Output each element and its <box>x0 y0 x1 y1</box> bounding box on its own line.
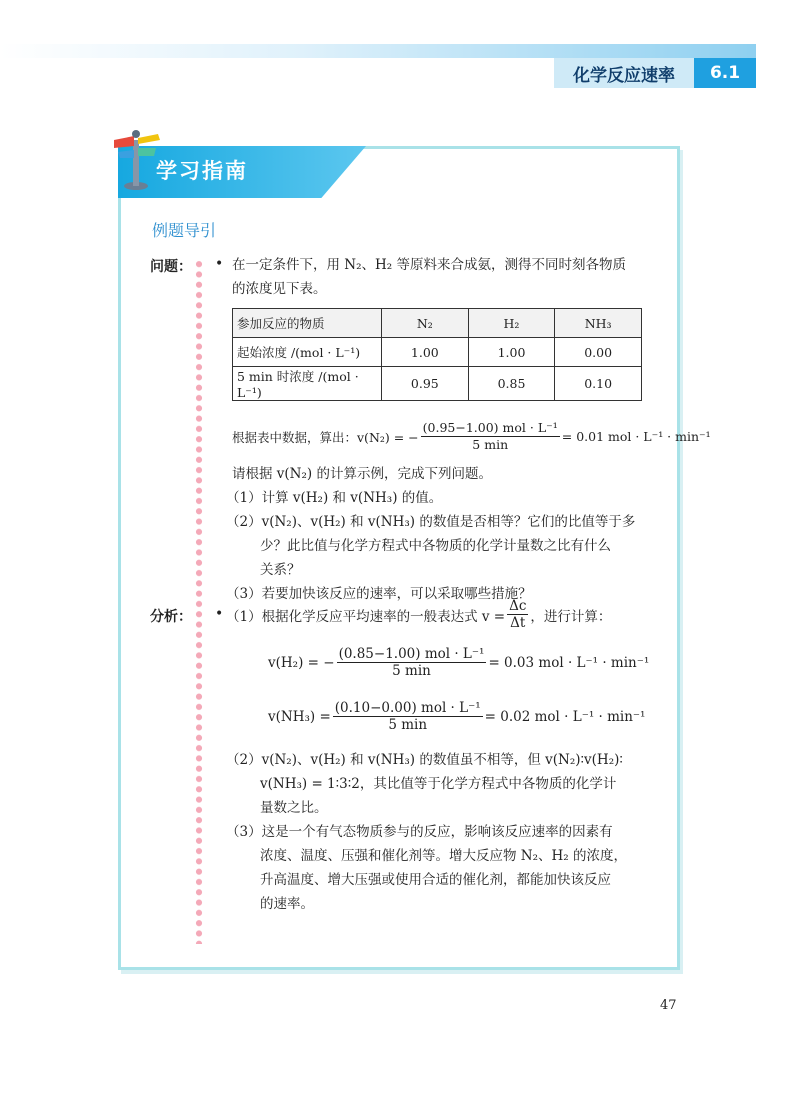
question-1: （1）计算 v(H₂) 和 v(NH₃) 的值。 <box>226 490 443 506</box>
analysis-1-suffix: ，进行计算： <box>530 608 612 625</box>
header-gradient-bar <box>0 44 756 58</box>
example-calculation <box>232 420 711 453</box>
calc-denominator: 5 min <box>472 437 509 452</box>
concentration-table <box>232 308 642 401</box>
analysis-3-line4: 的速率。 <box>260 896 314 912</box>
analysis-1-prefix: （1）根据化学反应平均速率的一般表达式 v = <box>226 608 506 625</box>
eq1-denominator: 5 min <box>392 663 431 679</box>
question-2-line2: 少？此比值与化学方程式中各物质的化学计量数之比有什么 <box>260 538 611 554</box>
problem-ask: 请根据 v(N₂) 的计算示例，完成下列问题。 <box>232 466 492 482</box>
calc-fraction <box>421 420 560 453</box>
analysis-1 <box>226 598 611 631</box>
question-3: （3）若要加快该反应的速率，可以采取哪些措施？ <box>226 586 532 602</box>
analysis-2-line3: 量数之比。 <box>260 800 328 816</box>
analysis-2-line1: （2）v(N₂)、v(H₂) 和 v(NH₃) 的数值虽不相等，但 v(N₂)∶v(H₂)∶ <box>226 752 623 768</box>
analysis-3-line3: 升高温度、增大压强或使用合适的催化剂，都能加快该反应 <box>260 872 611 888</box>
page-number: 47 <box>660 998 677 1013</box>
bullet-icon: • <box>215 606 224 622</box>
section-title: 例题导引 <box>152 221 217 240</box>
table-cell: 0.10 <box>555 367 642 401</box>
eq2-denominator: 5 min <box>388 717 428 733</box>
table-cell: 0.95 <box>382 367 469 401</box>
dotted-divider <box>194 259 204 944</box>
analysis-3-line2: 浓度、温度、压强和催化剂等。增大反应物 N₂、H₂ 的浓度， <box>260 848 627 864</box>
eq2-numerator: (0.10−0.00) mol · L⁻¹ <box>334 700 481 716</box>
table-row <box>233 338 642 367</box>
question-2-line3: 关系？ <box>260 562 301 578</box>
question-2-line1: （2）v(N₂)、v(H₂) 和 v(NH₃) 的数值是否相等？它们的比值等于多 <box>226 514 636 530</box>
table-cell: 5 min 时浓度 /(mol · L⁻¹) <box>233 367 382 401</box>
eq2-fraction <box>333 700 483 733</box>
bullet-icon: • <box>215 256 224 272</box>
problem-label: 问题： <box>150 259 192 275</box>
rate-formula-denominator: Δt <box>510 615 526 631</box>
eq1-lhs: v(H₂) = − <box>268 654 335 671</box>
analysis-2-line2: v(NH₃) = 1∶3∶2，其比值等于化学方程式中各物质的化学计 <box>260 776 617 792</box>
table-header-cell: 参加反应的物质 <box>233 309 382 338</box>
eq2-lhs: v(NH₃) = <box>268 708 331 725</box>
guide-banner-title: 学习指南 <box>156 159 248 183</box>
chapter-number: 6.1 <box>694 58 756 88</box>
table-cell: 1.00 <box>468 338 555 367</box>
analysis-3-line1: （3）这是一个有气态物质参与的反应，影响该反应速率的因素有 <box>226 824 613 840</box>
problem-intro-line1: 在一定条件下，用 N₂、H₂ 等原料来合成氨，测得不同时刻各物质 <box>232 257 626 273</box>
rate-formula-numerator: Δc <box>509 598 527 614</box>
table-cell: 0.00 <box>555 338 642 367</box>
analysis-label: 分析： <box>150 609 192 625</box>
table-cell: 起始浓度 /(mol · L⁻¹) <box>233 338 382 367</box>
chapter-title: 化学反应速率 <box>554 58 694 88</box>
problem-intro-line2: 的浓度见下表。 <box>232 281 327 297</box>
eq1-numerator: (0.85−1.00) mol · L⁻¹ <box>338 646 485 662</box>
table-cell: 0.85 <box>468 367 555 401</box>
eq1-fraction <box>337 646 487 679</box>
table-cell: 1.00 <box>382 338 469 367</box>
table-header-cell: N₂ <box>382 309 469 338</box>
equation-h2 <box>268 646 649 679</box>
table-header-cell: NH₃ <box>555 309 642 338</box>
rate-formula-fraction <box>507 598 528 631</box>
table-header-cell: H₂ <box>468 309 555 338</box>
calc-prefix: 根据表中数据，算出：v(N₂) = − <box>232 429 419 445</box>
signpost-icon <box>110 126 162 192</box>
calc-numerator: (0.95−1.00) mol · L⁻¹ <box>422 420 558 435</box>
table-row <box>233 367 642 401</box>
calc-result: = 0.01 mol · L⁻¹ · min⁻¹ <box>561 429 711 444</box>
equation-nh3 <box>268 700 645 733</box>
eq1-rhs: = 0.03 mol · L⁻¹ · min⁻¹ <box>488 654 650 671</box>
eq2-rhs: = 0.02 mol · L⁻¹ · min⁻¹ <box>484 708 646 725</box>
